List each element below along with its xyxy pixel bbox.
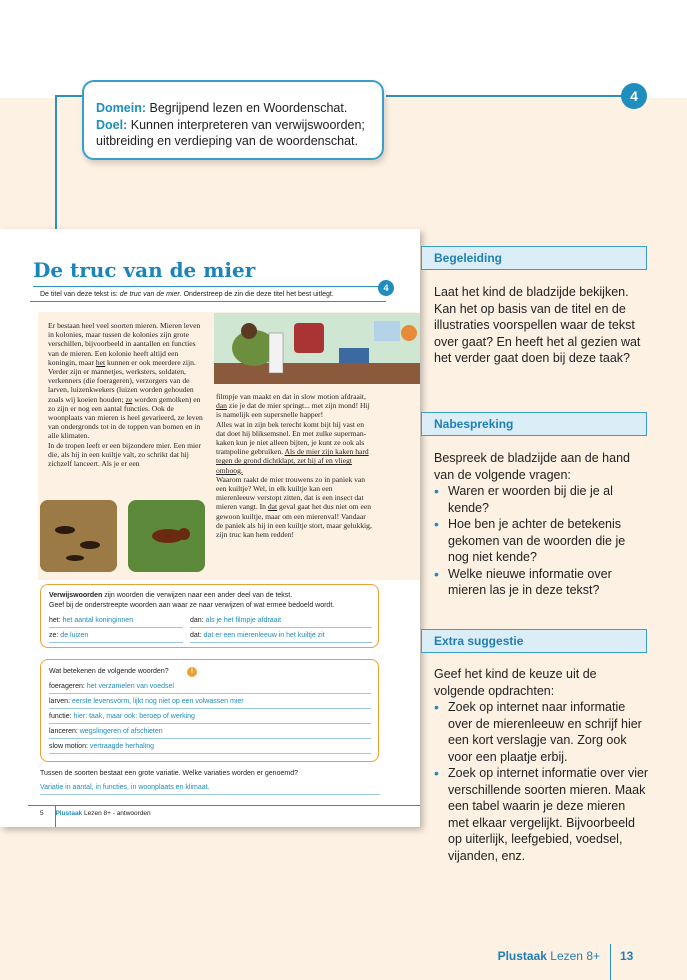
row-answer: eerste levensvorm, lijkt nog niet op een volwassen mier [71,698,244,705]
instruction-suffix: . Onderstreep de zin die deze titel het best uitlegt. [179,291,334,298]
answer-3 [40,784,380,795]
box1-row-dan [190,617,372,628]
row-answer: wegslingeren of afschieten [79,728,163,735]
box2-row-lanceren [49,728,371,739]
box2-row-slow-motion [49,743,371,754]
footer-brand: Plustaak [497,949,547,963]
col1-part1: Er bestaan heel veel soorten mieren. Mieren leven in kolonies, maar tussen de kolonies zijn grote verschillen, bijvoorbeeld in aantallen en functies van de mieren. Een kolonie heeft altijd een koningin, maar [48,321,201,367]
row-label: dat: [190,632,202,639]
nabespreking-paragraph: Bespreek de bladzijde aan de hand van de volgende vragen: [434,451,630,482]
box2-row-foerageren [49,683,371,694]
info-icon: i [187,667,197,677]
ant-illustration [214,313,420,384]
nabespreking-bullet: • Waren er woorden bij die je al kende? [434,483,649,516]
col1-underlined-het: het [95,357,106,367]
ant-photo-2-svg [128,500,205,572]
footer-brand-rest: Lezen 8+ [546,949,600,963]
extra-paragraph: Geef het kind de keuze uit de volgende opdrachten: [434,667,597,698]
section-text-extra-suggestie [434,666,649,864]
box1-intro-rest: zijn woorden die verwijzen naar een ander deel van de tekst. [102,592,293,599]
section-heading-nabespreking: Nabespreking [421,412,647,436]
footer [498,949,600,963]
box1-intro [49,591,377,611]
page-title: De truc van de mier [33,258,256,282]
domain-label: Domein: [96,101,146,115]
page-instruction [40,291,334,298]
box2-row-functie [49,713,371,724]
col2-part3: Alles wat in zijn bek terecht komt bijt hij vast en dat doet hij bliksemsnel. En met zulke superman-kaken kun je niet alleen bijten, je kunt ze ook als trampoline gebruiken. [216,419,367,457]
box2-question: Wat betekenen de volgende woorden? [49,668,169,675]
row-answer: het verzamelen van voedsel [86,683,174,690]
extra-bullet: • Zoek op internet naar informatie over de mierenleeuw en schrijf hier een kort verslagje van. Zorg ook voor een plaatje erbij. [434,699,649,765]
row-label: ze: [49,632,59,639]
instruction-title: de truc van de mier [119,291,180,298]
header-rule [386,95,636,97]
illustration-svg [214,313,420,384]
col2-part1: filmpje van maakt en dat in slow motion afdraait, [216,392,366,401]
row-label: slow motion: [49,743,88,750]
nabespreking-bullet: • Welke nieuwe informatie over mieren las je in deze tekst? [434,566,649,599]
row-answer: dat er een mierenleeuw in het kuiltje zit [203,632,325,639]
question-3: Tussen de soorten bestaat een grote variatie. Welke variaties worden er genoemd? [40,770,298,777]
col2-part5: geval gaat het dus niet om een gewoon kuiltje, maar om een mierenval! Vandaar de paniek als hij in een kuiltje stort, maar gelukkig, zijn truc kan hem redden! [216,502,372,540]
extra-bullet: • Zoek op internet informatie over vier verschillende soorten mieren. Maak een tabel waarin je deze mieren met elkaar vergelijkt. Bijvoorbeeld op uiterlijk, leefgebied, voedsel, vijanden, enz. [434,765,649,864]
domain-text: Begrijpend lezen en Woordenschat. [149,101,348,115]
row-label: het: [49,617,61,624]
row-answer: het aantal koninginnen [62,617,134,624]
footer-divider [610,944,611,980]
col1-part3: worden gemolken) en zo zijn er nog een aantal functies. Ook de woonplaats van mieren is heel gevarieerd, ze leven van ondergronds tot in de toppen van bomen en in alle klimaten. [48,394,203,441]
row-label: larven: [49,698,71,705]
row-label: foerageren: [49,683,85,690]
col1-underlined-ze: ze [125,394,133,404]
begeleiding-paragraph: Laat het kind de bladzijde bekijken. Kan het op basis van de titel en de illustraties voorspellen waar de tekst over gaat? En heeft het al gezien wat het verder gaat doen bij deze taak? [434,285,641,365]
box1-intro2: Geef bij de onderstreepte woorden aan waar ze naar verwijzen of wat ermee bedoeld wordt. [49,602,335,609]
row-label: functie: [49,713,72,720]
box2-row-larven [49,698,371,709]
col1-part4: In de tropen leeft er een bijzondere mier. Een mier die, als hij in een kuiltje valt, zo schrikt dat hij zichzelf lanceert. Als je er een [48,440,202,469]
title-rule [33,286,383,287]
row-label: dan: [190,617,204,624]
article-column-1 [48,321,208,468]
lesson-number-badge: 4 [621,83,647,109]
section-text-begeleiding [434,284,649,367]
box1-intro-bold: Verwijswoorden [49,592,103,599]
page-footer-brand-rest: Lezen 8+ - antwoorden [82,810,151,817]
footer-page-number: 13 [620,949,634,963]
col2-part2: zie je dat de mier springt... met zijn mond! Hij is namelijk een supersnelle happer! [216,401,370,420]
row-answer: hier: taak, maar ook: beroep of werking [73,713,195,720]
header-rule-vertical [55,95,57,230]
section-heading-begeleiding: Begeleiding [421,246,647,270]
col2-underlined-dat: dat [267,502,278,512]
page-footer [40,810,151,817]
col1-part2: kunnen er ook meerdere zijn. Verder zijn er mannetjes, werksters, soldaten, verkenners (die foeragеren), verzorgers van de larven, luizenkwekers (luizen worden gehouden zoals wij koeien houden; [48,357,196,404]
ant-photo-2 [128,500,205,572]
ant-photo-1 [40,500,117,572]
instruction-prefix: De titel van deze tekst is: [40,291,120,298]
header-rule-left [55,95,83,97]
row-answer: als je het filmpje afdraait [205,617,282,624]
col2-underlined-sentence: Als de mier zijn kaken hard tegen de grond dichtklapt, zet hij af en vliegt omhoog. [216,447,369,475]
page-footer-rule [28,805,420,806]
page-footer-brand: Plustaak [55,810,83,817]
nabespreking-bullet: • Hoe ben je achter de betekenis gekomen van de woorden die je nog niet kende? [434,516,649,566]
article-column-2 [216,392,372,539]
badge-rule [30,301,386,302]
box1-row-het [49,617,183,628]
col2-part4: Waarom raakt de mier trouwens zo in paniek van een kuiltje? Wel, in elk kuiltje kan een mierenleeuw verstopt zitten, dat is een insect dat mieren vangt. In [216,474,366,512]
page-footer-number: 5 [40,810,44,817]
row-answer: vertraagde herhaling [89,743,155,750]
section-heading-extra-suggestie: Extra suggestie [421,629,647,653]
box1-row-dat [190,632,372,643]
domain-box [82,80,384,160]
goal-text: Kunnen interpreteren van verwijswoorden; uitbreiding en verdieping van de woordenschat. [96,117,365,148]
page-badge: 4 [378,280,394,296]
col2-underlined-dan: dan [216,401,227,411]
section-text-nabespreking [434,450,649,599]
goal-label: Doel: [96,117,128,132]
row-answer: de luizen [60,632,89,639]
ant-photo-1-svg [40,500,117,572]
box1-row-ze [49,632,183,643]
row-label: lanceren: [49,728,78,735]
answer-3-text: Variatie in aantal, in functies, in woonplaats en klimaat. [40,784,210,791]
